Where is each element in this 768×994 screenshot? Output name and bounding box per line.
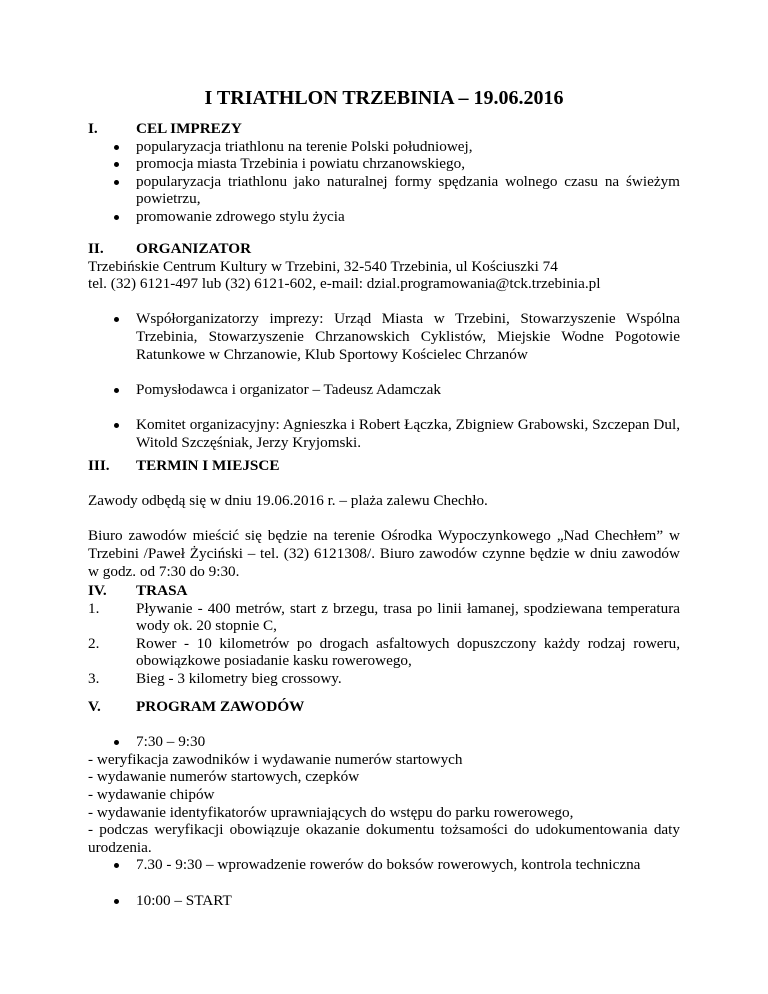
section-heading <box>88 582 680 600</box>
list-item: promocja miasta Trzebinia i powiatu chrzanowskiego, <box>88 155 680 173</box>
section-termin-i-miejsce <box>88 457 680 580</box>
section-title: ORGANIZATOR <box>136 240 252 257</box>
section-title: CEL IMPREZY <box>136 120 242 137</box>
list-item <box>88 635 680 670</box>
section-heading <box>88 240 680 258</box>
list-item: Pomysłodawca i organizator – Tadeusz Adamczak <box>88 381 680 399</box>
list-item: popularyzacja triathlonu na terenie Polski południowej, <box>88 138 680 156</box>
organizers-list <box>88 310 680 451</box>
item-text: Bieg - 3 kilometry bieg crossowy. <box>136 669 342 687</box>
section-title: TERMIN I MIEJSCE <box>136 457 280 474</box>
section-cel-imprezy <box>88 120 680 226</box>
document-title: I TRIATHLON TRZEBINIA – 19.06.2016 <box>204 87 564 109</box>
program-dash-item: - wydawanie identyfikatorów uprawniających do wstępu do parku rowerowego, <box>88 803 574 821</box>
list-item: promowanie zdrowego stylu życia <box>88 208 680 226</box>
program-dash-item: - wydawanie numerów startowych, czepków <box>88 768 360 786</box>
section-number: V. <box>88 698 101 715</box>
item-number: 3. <box>88 669 100 687</box>
route-list <box>88 600 680 688</box>
organizer-contact: tel. (32) 6121-497 lub (32) 6121-602, e-mail: dzial.programowania@tck.trzebinia.pl <box>88 275 601 293</box>
item-text: Pływanie - 400 metrów, start z brzegu, trasa po linii łamanej, spodziewana temperatura wody ok. 20 stopnie C, <box>136 599 680 635</box>
section-organizator <box>88 240 680 469</box>
program-dash-item: - podczas weryfikacji obowiązuje okazanie dokumentu tożsamości do udokumentowania daty urodzenia. <box>88 821 680 856</box>
section-trasa <box>88 582 680 688</box>
program-start-item: 10:00 – START <box>88 892 680 910</box>
section-number: IV. <box>88 582 107 599</box>
list-item <box>88 670 680 688</box>
section-heading <box>88 120 680 138</box>
program-time-item: 7.30 - 9:30 – wprowadzenie rowerów do boksów rowerowych, kontrola techniczna <box>88 856 680 874</box>
event-date-paragraph: Zawody odbędą się w dniu 19.06.2016 r. – plaża zalewu Chechło. <box>88 492 488 510</box>
section-number: II. <box>88 240 104 257</box>
section-program-zawodow <box>88 698 680 909</box>
list-item <box>88 600 680 635</box>
section-title: PROGRAM ZAWODÓW <box>136 698 305 715</box>
section-number: I. <box>88 120 98 137</box>
item-number: 2. <box>88 634 100 652</box>
item-number: 1. <box>88 599 100 617</box>
list-item: popularyzacja triathlonu jako naturalnej formy spędzania wolnego czasu na świeżym powietrzu, <box>88 173 680 208</box>
event-office-paragraph: Biuro zawodów mieścić się będzie na terenie Ośrodka Wypoczynkowego „Nad Chechłem” w Trzebini /Paweł Życiński – tel. (32) 6121308/. Biuro zawodów czynne będzie w dniu zawodów w godz. od 7:30 do 9:30. <box>88 527 680 580</box>
program-time-item: 7:30 – 9:30 <box>88 733 680 751</box>
section-heading <box>88 457 680 475</box>
section-number: III. <box>88 457 110 474</box>
program-dash-item: - wydawanie chipów <box>88 785 215 803</box>
goals-list <box>88 138 680 226</box>
list-item: Komitet organizacyjny: Agnieszka i Robert Łączka, Zbigniew Grabowski, Szczepan Dul, Witold Szczęśniak, Jerzy Kryjomski. <box>88 416 680 451</box>
item-text: Rower - 10 kilometrów po drogach asfaltowych dopuszczony każdy rodzaj roweru, obowiązkowe posiadanie kasku rowerowego, <box>136 634 680 670</box>
section-title: TRASA <box>136 582 188 599</box>
program-dash-item: - weryfikacja zawodników i wydawanie numerów startowych <box>88 750 463 768</box>
section-heading <box>88 698 680 716</box>
organizer-address: Trzebińskie Centrum Kultury w Trzebini, 32-540 Trzebinia, ul Kościuszki 74 <box>88 257 558 275</box>
list-item: Współorganizatorzy imprezy: Urząd Miasta w Trzebini, Stowarzyszenie Wspólna Trzebinia, Stowarzyszenie Chrzanowskich Cyklistów, Miejskie Wodne Pogotowie Ratunkowe w Chrzanowie, Klub Sportowy Kościelec Chrzanów <box>88 310 680 363</box>
